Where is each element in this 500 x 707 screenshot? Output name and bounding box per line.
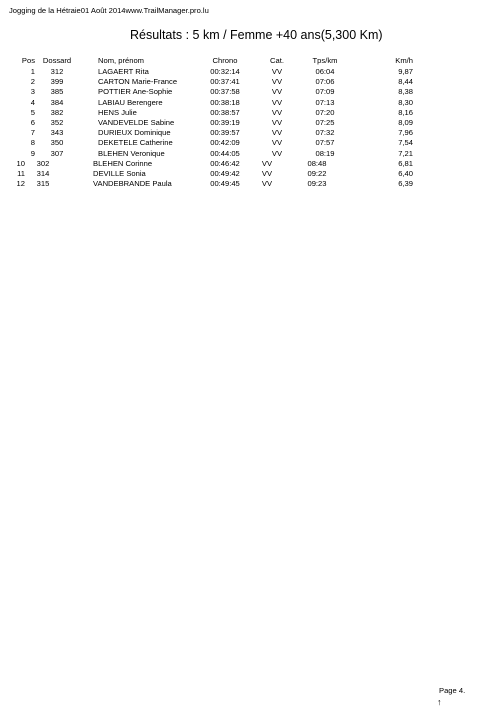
cell-chrono: 00:39:57 (210, 128, 240, 138)
cell-kmh: 6,81 (398, 158, 413, 168)
cell-cat: VV (261, 158, 273, 168)
column-header-chrono: Chrono (212, 56, 238, 65)
cell-cat: VV (271, 97, 283, 107)
cell-name: BLEHEN Veronique (98, 148, 165, 158)
event-header: Jogging de la Hétraie01 Août 2014www.TrailManager.pro.lu (9, 6, 209, 15)
cell-pos: 10 (16, 158, 25, 168)
column-header-kmh: Km/h (395, 56, 413, 65)
cell-tps-km: 07:25 (315, 118, 335, 127)
column-header-cat: Cat. (270, 56, 284, 65)
cell-pos: 11 (17, 169, 25, 178)
cell-dossard: 385 (50, 87, 64, 97)
cell-tps-km: 06:04 (315, 67, 335, 76)
cell-pos: 3 (30, 87, 35, 97)
results-title: Résultats : 5 km / Femme +40 ans(5,300 Km) (130, 28, 383, 42)
cell-chrono: 00:39:19 (210, 118, 240, 127)
cell-tps-km: 07:06 (315, 77, 335, 87)
cell-name: DEKETELE Catherine (98, 138, 173, 148)
cell-chrono: 00:49:42 (210, 169, 240, 178)
cell-chrono: 00:38:57 (210, 107, 240, 117)
cell-name: HENS Julie (98, 107, 137, 117)
arrow-up-icon: ↑ (437, 697, 442, 707)
cell-cat: VV (271, 148, 283, 158)
cell-name: LABIAU Berengere (98, 97, 163, 107)
cell-dossard: 399 (50, 77, 64, 87)
cell-cat: VV (271, 67, 283, 76)
cell-kmh: 9,87 (398, 67, 413, 76)
cell-pos: 4 (30, 97, 35, 107)
cell-name: LAGAERT Rita (98, 67, 149, 76)
cell-dossard: 315 (36, 179, 50, 189)
cell-dossard: 302 (36, 158, 50, 168)
cell-cat: VV (261, 169, 273, 178)
cell-chrono: 00:32:14 (210, 67, 240, 76)
cell-chrono: 00:37:41 (210, 77, 240, 87)
cell-name: DEVILLE Sonia (93, 169, 146, 178)
cell-cat: VV (271, 138, 283, 148)
cell-dossard: 352 (50, 118, 64, 127)
cell-chrono: 00:42:09 (210, 138, 240, 148)
cell-kmh: 6,39 (398, 179, 413, 189)
cell-pos: 2 (30, 77, 35, 87)
cell-dossard: 314 (36, 169, 50, 178)
cell-name: VANDEVELDE Sabine (98, 118, 175, 127)
cell-pos: 6 (30, 118, 35, 127)
cell-tps-km: 07:20 (315, 107, 335, 117)
column-header-pos: Pos (21, 56, 35, 65)
cell-kmh: 8,44 (398, 77, 413, 87)
cell-dossard: 343 (50, 128, 64, 138)
cell-pos: 12 (16, 179, 25, 189)
column-header-name: Nom, prénom (98, 56, 145, 65)
cell-tps-km: 07:13 (315, 97, 335, 107)
cell-name: VANDEBRANDE Paula (93, 179, 172, 189)
cell-pos: 7 (30, 128, 35, 138)
cell-tps-km: 07:57 (315, 138, 335, 148)
cell-cat: VV (271, 128, 283, 138)
cell-cat: VV (271, 87, 283, 97)
cell-kmh: 6,40 (398, 169, 413, 178)
cell-name: DURIEUX Dominique (98, 128, 171, 138)
cell-chrono: 00:44:05 (210, 148, 240, 158)
column-header-dossard: Dossard (42, 56, 72, 65)
cell-name: BLEHEN Corinne (93, 158, 153, 168)
cell-cat: VV (271, 77, 283, 87)
column-header-tps-km: Tps/km (312, 56, 338, 65)
cell-chrono: 00:38:18 (210, 97, 240, 107)
cell-chrono: 00:37:58 (210, 87, 240, 97)
cell-tps-km: 08:48 (307, 158, 327, 168)
cell-tps-km: 07:32 (315, 128, 335, 138)
cell-kmh: 8,38 (398, 87, 413, 97)
cell-tps-km: 07:09 (315, 87, 335, 97)
cell-tps-km: 09:23 (307, 179, 327, 189)
cell-tps-km: 08:19 (315, 148, 335, 158)
cell-dossard: 312 (50, 67, 64, 76)
cell-dossard: 382 (50, 107, 64, 117)
cell-pos: 9 (30, 148, 35, 158)
cell-kmh: 7,21 (398, 148, 413, 158)
cell-name: POTTIER Ane-Sophie (98, 87, 173, 97)
cell-pos: 8 (30, 138, 35, 148)
cell-pos: 5 (30, 107, 35, 117)
cell-cat: VV (261, 179, 273, 189)
page-number: Page 4. (439, 686, 466, 695)
cell-chrono: 00:49:45 (210, 179, 240, 189)
cell-kmh: 8,09 (398, 118, 413, 127)
cell-dossard: 307 (50, 148, 64, 158)
cell-kmh: 8,16 (398, 107, 413, 117)
cell-name: CARTON Marie-France (98, 77, 178, 87)
cell-kmh: 7,96 (398, 128, 413, 138)
cell-dossard: 384 (50, 97, 64, 107)
cell-kmh: 7,54 (398, 138, 413, 148)
cell-dossard: 350 (50, 138, 64, 148)
cell-kmh: 8,30 (398, 97, 413, 107)
cell-cat: VV (271, 118, 283, 127)
cell-pos: 1 (30, 67, 35, 76)
cell-tps-km: 09:22 (307, 169, 327, 178)
cell-cat: VV (271, 107, 283, 117)
cell-chrono: 00:46:42 (210, 158, 240, 168)
